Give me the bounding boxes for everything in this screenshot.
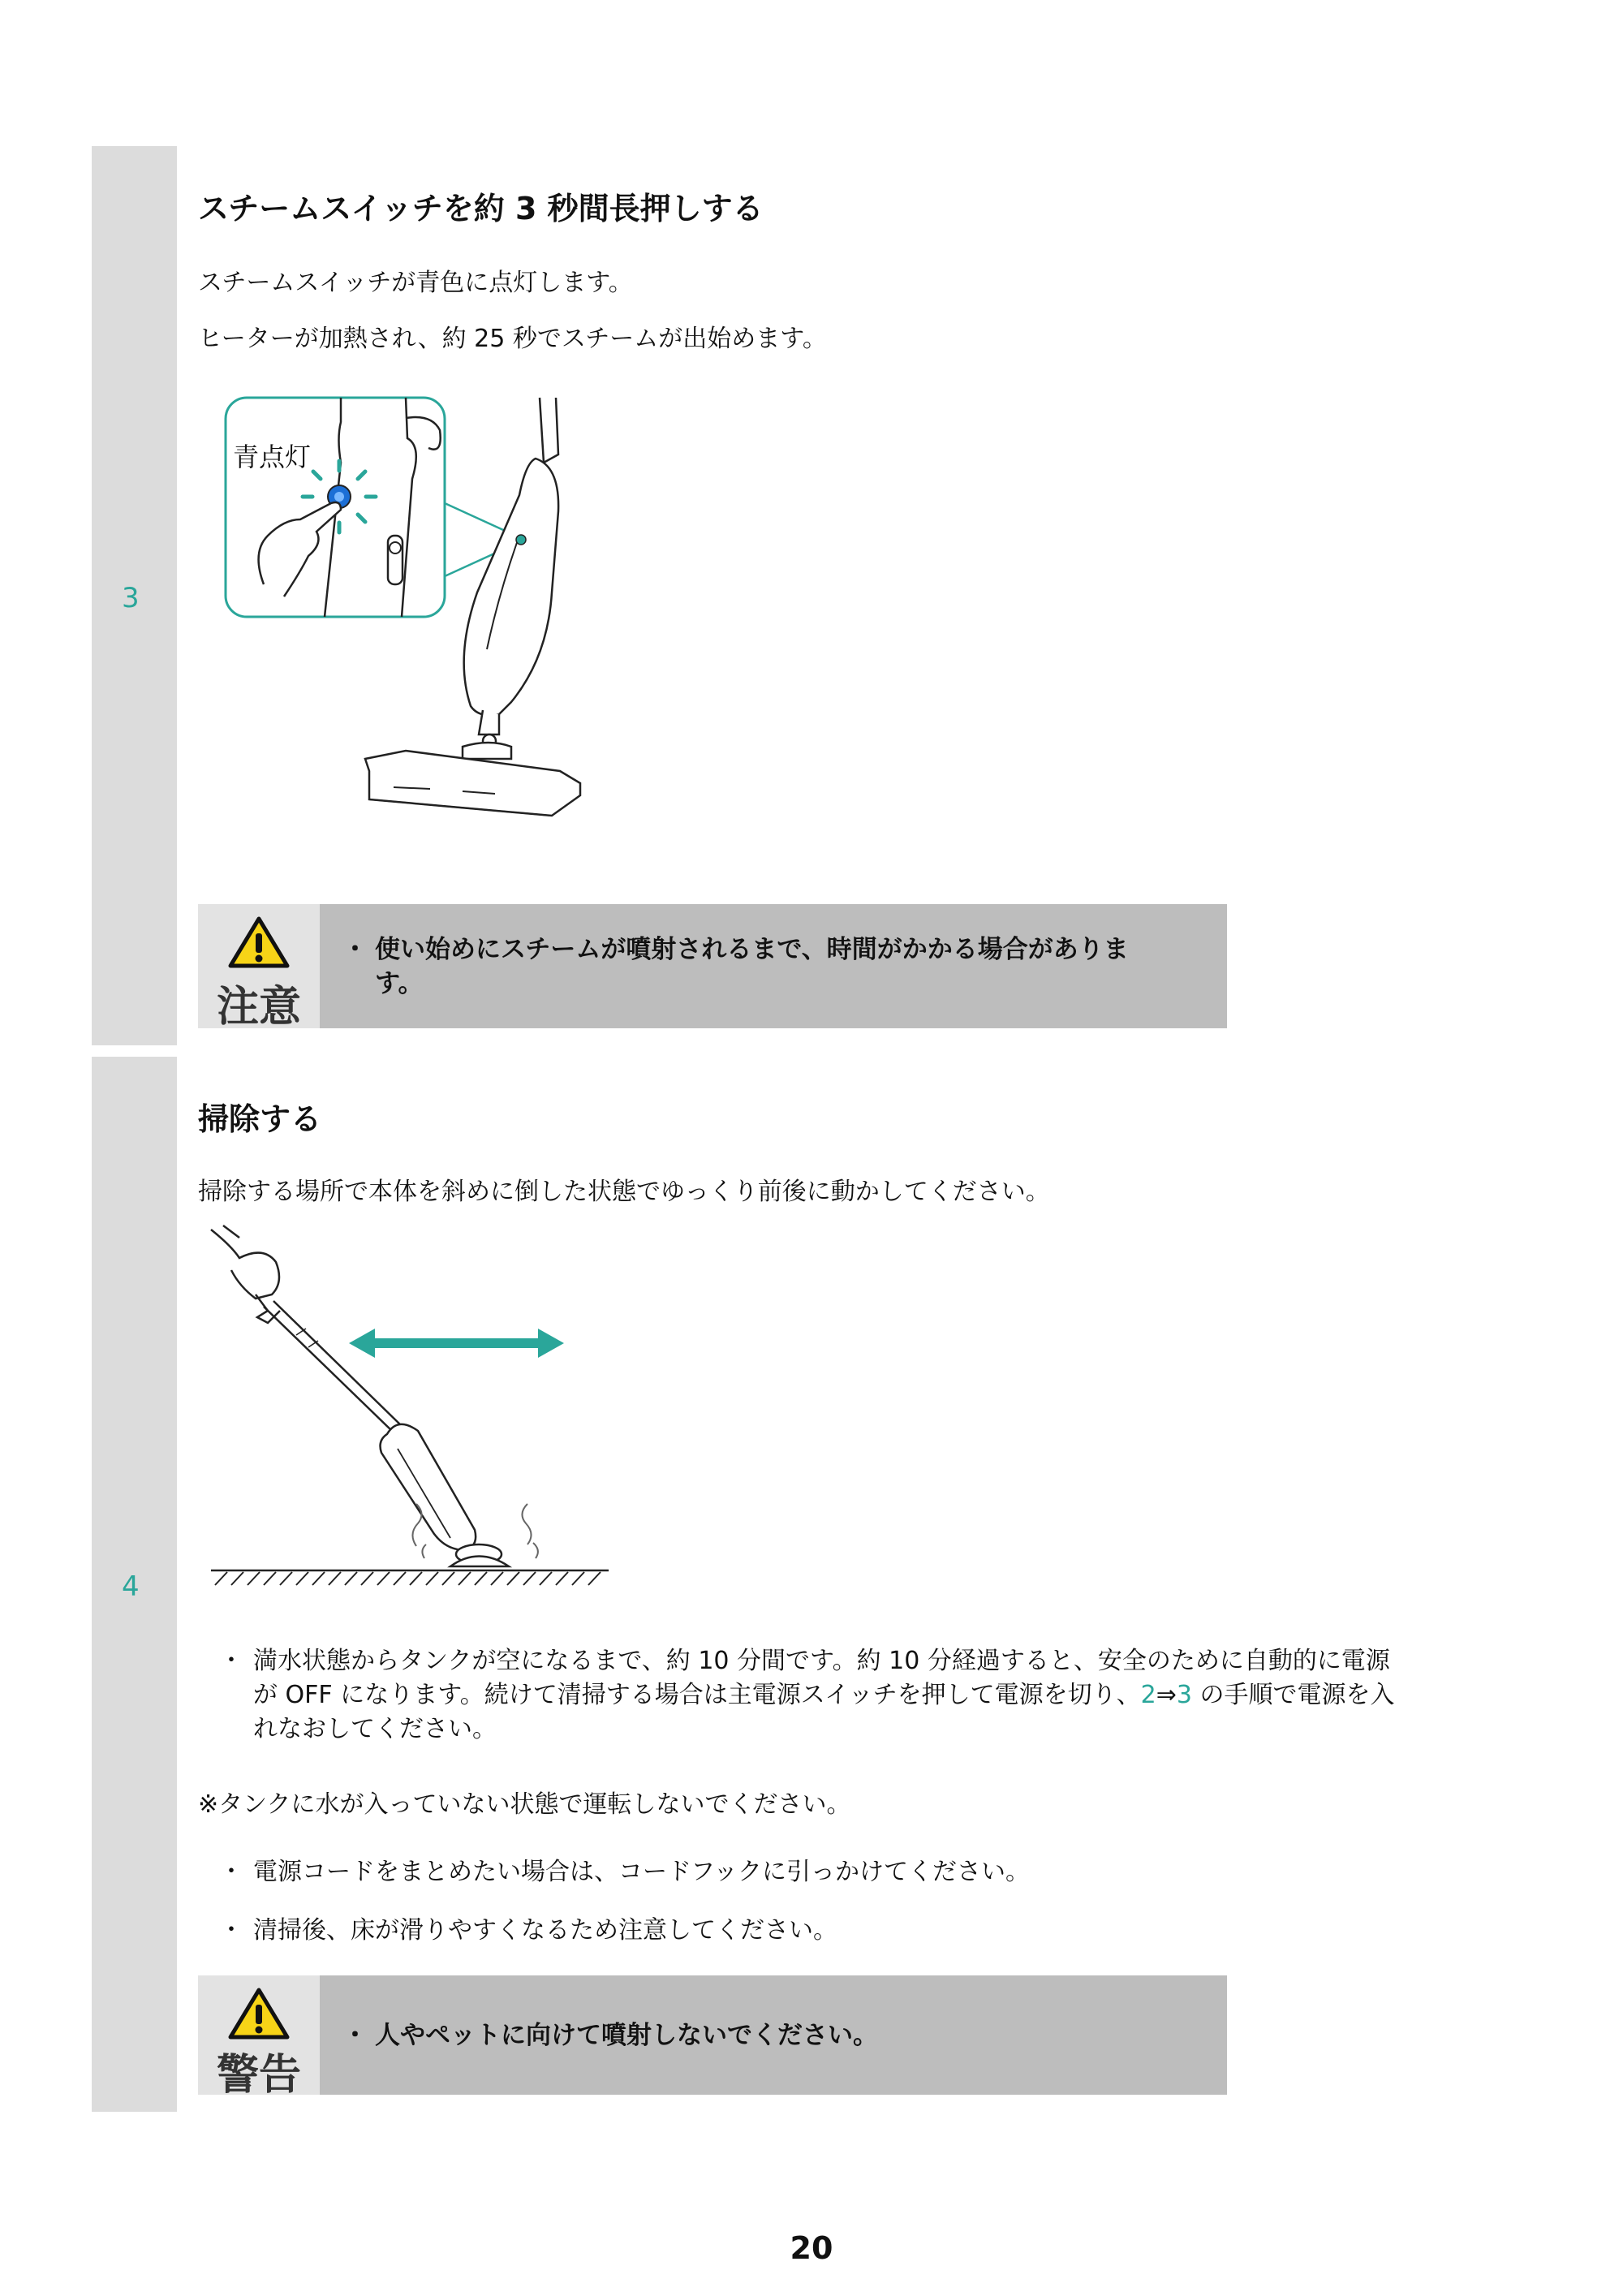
warning-bullet: ・ <box>342 2021 368 2050</box>
step-ref-2: 2 <box>1140 1681 1156 1709</box>
bullet-1-line2 <box>253 1678 1394 1713</box>
step4-number: 4 <box>122 1570 140 1603</box>
step4-line1: 掃除する場所で本体を斜めに倒した状態でゆっくり前後に動かしてください。 <box>198 1178 1050 1206</box>
bullet-3-text: 清掃後、床が滑りやすくなるため注意してください。 <box>253 1916 837 1945</box>
bullet-1-line2-post: の手順で電源を入 <box>1191 1681 1395 1709</box>
warning-line1: 人やペットに向けて噴射しないでください。 <box>375 2021 878 2050</box>
bullet-3-dot: ・ <box>219 1916 243 1945</box>
step3-line1: スチームスイッチが青色に点灯します。 <box>198 269 633 297</box>
bullet-1-line1: 満水状態からタンクが空になるまで、約 10 分間です。約 10 分経過すると、安全のために自動的に電源 <box>253 1647 1390 1675</box>
step3-line2: ヒーターが加熱され、約 25 秒でスチームが出始めます。 <box>198 325 827 353</box>
bullet-1-line2-pre: が OFF になります。続けて清掃する場合は主電源スイッチを押して電源を切り、 <box>253 1681 1141 1709</box>
step-ref-3: 3 <box>1176 1681 1192 1709</box>
bullet-2-dot: ・ <box>219 1858 243 1886</box>
blue-light-label: 青点灯 <box>233 442 312 472</box>
double-arrow-icon <box>349 1327 564 1359</box>
step3-heading: スチームスイッチを約 3 秒間長押しする <box>198 191 764 226</box>
empty-tank-note: ※タンクに水が入っていない状態で運転しないでください。 <box>198 1790 851 1819</box>
step4-heading: 掃除する <box>198 1101 322 1137</box>
caution-line1: 使い始めにスチームが噴射されるまで、時間がかかる場合がありま <box>375 935 1129 964</box>
caution-bullet: ・ <box>342 935 368 964</box>
warning-box <box>198 1975 1227 2100</box>
bullet-1-dot: ・ <box>219 1647 243 1675</box>
bullet-2-text: 電源コードをまとめたい場合は、コードフックに引っかけてください。 <box>253 1858 1030 1886</box>
page-number: 20 <box>790 2230 833 2266</box>
bullet-1-line3: れなおしてください。 <box>253 1715 497 1743</box>
mopping-illustration <box>207 1221 617 1595</box>
step3-number: 3 <box>122 582 140 614</box>
warning-triangle-icon <box>228 915 290 969</box>
caution-label: 注意 <box>216 983 301 1032</box>
caution-line2: す。 <box>375 969 424 998</box>
caution-box <box>198 904 1227 1032</box>
arrow-symbol: ⇒ <box>1156 1681 1177 1709</box>
caution-icon-column <box>198 904 320 1032</box>
warning-icon-column <box>198 1975 320 2100</box>
warning-triangle-icon <box>228 1987 290 2040</box>
warning-label: 警告 <box>216 2051 301 2100</box>
